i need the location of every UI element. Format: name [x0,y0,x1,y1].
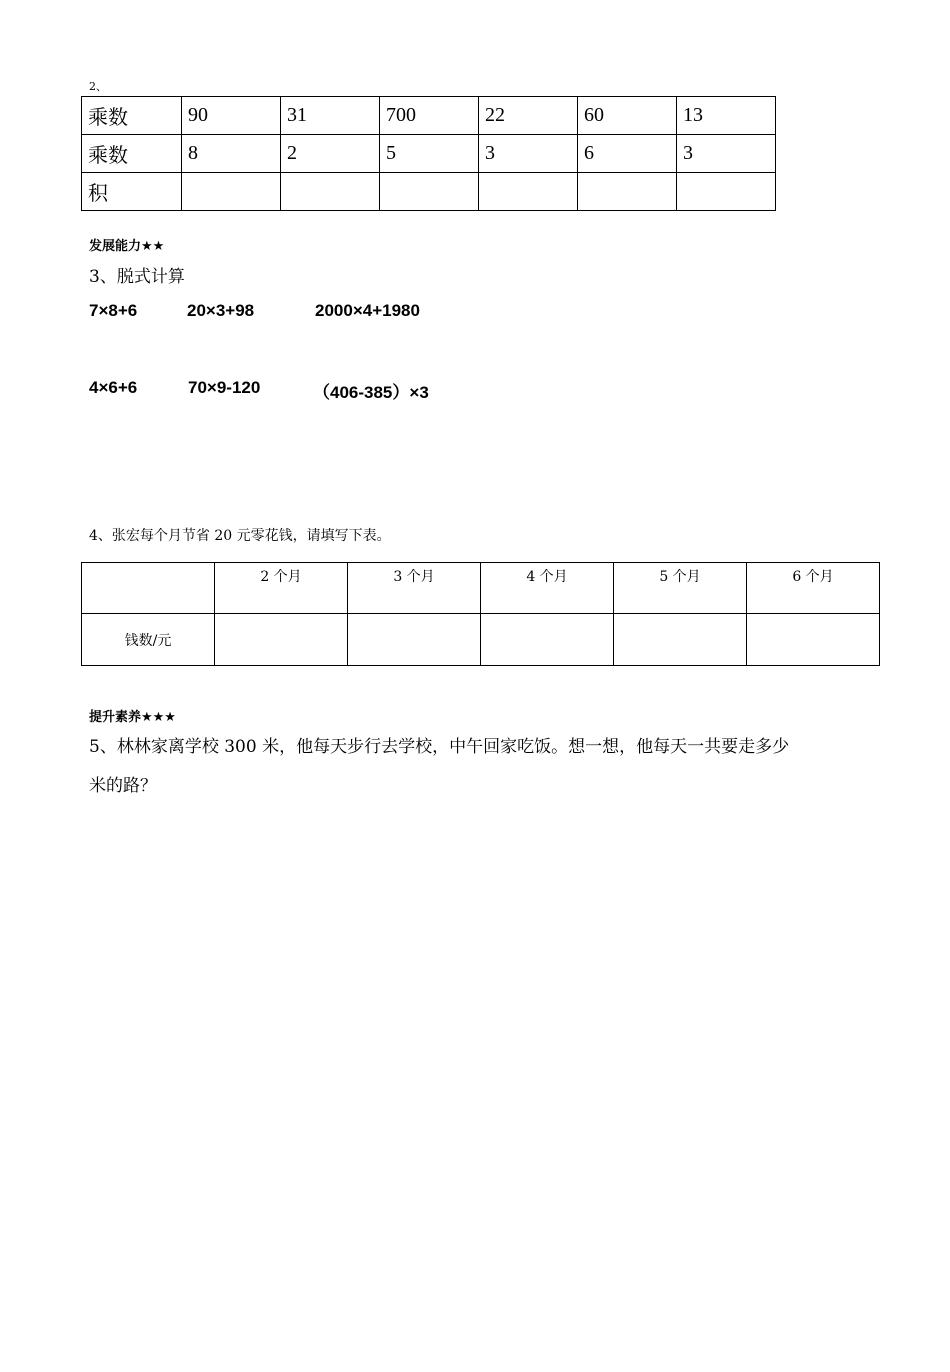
question-4-title: 4、张宏每个月节省 20 元零花钱，请填写下表。 [89,528,391,544]
section-heading-develop: 发展能力★★ [89,239,165,254]
expression: 7×8+6 [89,301,138,320]
multiplication-table [81,96,776,211]
answer-cell[interactable] [182,173,281,211]
table-row [82,97,776,135]
table-cell: 2 [281,135,380,173]
table-header-cell [82,563,215,614]
answer-cell[interactable] [481,614,614,666]
table-cell: 乘数 [82,135,182,173]
table-cell: 90 [182,97,281,135]
expression: 20×3+98 [187,301,255,320]
answer-cell[interactable] [479,173,578,211]
table-cell: 3 [677,135,776,173]
question-5-line-2: 米的路？ [89,776,157,796]
answer-cell[interactable] [677,173,776,211]
answer-cell[interactable] [215,614,348,666]
expression: 70×9-120 [188,378,261,397]
answer-cell[interactable] [380,173,479,211]
table-header-cell: 3 个月 [348,563,481,614]
table-row [82,135,776,173]
question-2-number: 2、 [89,80,107,93]
table-cell: 6 [578,135,677,173]
expression: （406-385）×3 [313,383,429,402]
answer-cell[interactable] [281,173,380,211]
table-cell: 8 [182,135,281,173]
table-header-cell: 4 个月 [481,563,614,614]
table-row [82,614,880,666]
question-5-line-1: 5、林林家离学校 300 米，他每天步行去学校，中午回家吃饭。想一想，他每天一共要走多少 [89,737,790,757]
table-row [82,173,776,211]
table-cell: 3 [479,135,578,173]
table-header-cell: 2 个月 [215,563,348,614]
expression: 4×6+6 [89,378,138,397]
answer-cell[interactable] [578,173,677,211]
answer-cell[interactable] [614,614,747,666]
question-3-title: 3、脱式计算 [89,267,185,287]
table-cell: 22 [479,97,578,135]
section-heading-improve: 提升素养★★★ [89,710,176,725]
savings-table [81,562,880,666]
table-row-label: 钱数/元 [82,614,215,666]
table-cell: 13 [677,97,776,135]
table-cell: 积 [82,173,182,211]
table-cell: 60 [578,97,677,135]
expression: 2000×4+1980 [315,301,420,320]
table-cell: 乘数 [82,97,182,135]
table-cell: 5 [380,135,479,173]
table-header-cell: 5 个月 [614,563,747,614]
table-row [82,563,880,614]
answer-cell[interactable] [348,614,481,666]
answer-cell[interactable] [747,614,880,666]
table-cell: 700 [380,97,479,135]
table-header-cell: 6 个月 [747,563,880,614]
table-cell: 31 [281,97,380,135]
